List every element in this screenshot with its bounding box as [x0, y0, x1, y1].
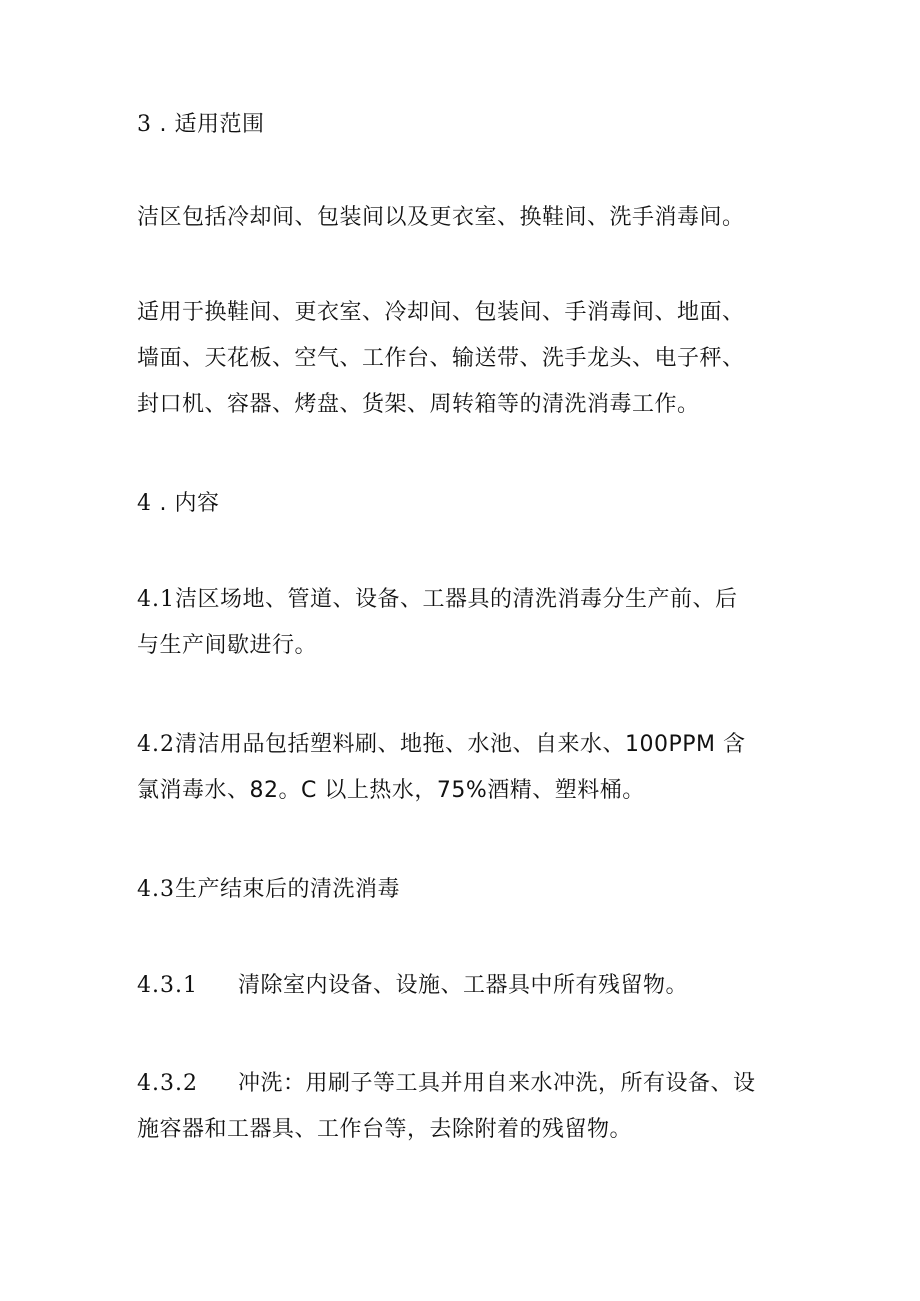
- paragraph-text: 洁区包括冷却间、包装间以及更衣室、换鞋间、洗手消毒间。: [137, 205, 745, 230]
- paragraph-text: 洁区场地、管道、设备、工器具的清洗消毒分生产前、后: [175, 587, 738, 612]
- paragraph-line: [137, 1061, 797, 1107]
- section-number: 4.2: [137, 732, 175, 757]
- section-title: . 内容: [152, 491, 220, 516]
- paragraph-line: 与生产间歇进行。: [137, 633, 318, 658]
- paragraph-line: [137, 722, 797, 768]
- paragraph-text: 清洁用品包括塑料刷、地拖、水池、自来水、100PPM 含: [175, 732, 746, 757]
- scope-paragraph-1: [137, 195, 797, 241]
- paragraph-line: 施容器和工器具、工作台等，去除附着的残留物。: [137, 1117, 633, 1142]
- section-number: 4.3.1: [137, 973, 198, 998]
- section-4-3-1: [137, 963, 797, 1009]
- section-title: . 适用范围: [152, 112, 265, 137]
- section-number: 3: [137, 112, 152, 137]
- paragraph-line: 氯消毒水、82。C 以上热水，75%酒精、塑料桶。: [137, 778, 645, 803]
- section-number: 4.1: [137, 587, 175, 612]
- paragraph-text: 清除室内设备、设施、工器具中所有残留物。: [237, 973, 688, 998]
- paragraph-line: 适用于换鞋间、更衣室、冷却间、包装间、手消毒间、地面、: [137, 300, 745, 325]
- paragraph-text: 生产结束后的清洗消毒: [175, 877, 401, 902]
- paragraph-line: [137, 577, 797, 623]
- section-4-1: [137, 577, 797, 669]
- section-number: 4: [137, 491, 152, 516]
- section-4-2: [137, 722, 797, 814]
- section-3-heading: [137, 102, 797, 148]
- section-4-3-2: [137, 1061, 797, 1153]
- section-4-heading: [137, 481, 797, 527]
- paragraph-text: 冲洗：用刷子等工具并用自来水冲洗，所有设备、设: [237, 1071, 756, 1096]
- paragraph-line: 墙面、天花板、空气、工作台、输送带、洗手龙头、电子秤、: [137, 346, 745, 371]
- paragraph-line: 封口机、容器、烤盘、货架、周转箱等的清洗消毒工作。: [137, 392, 700, 417]
- section-4-3: [137, 867, 797, 913]
- section-number: 4.3.2: [137, 1071, 198, 1096]
- section-number: 4.3: [137, 877, 175, 902]
- scope-paragraph-2: [137, 290, 797, 428]
